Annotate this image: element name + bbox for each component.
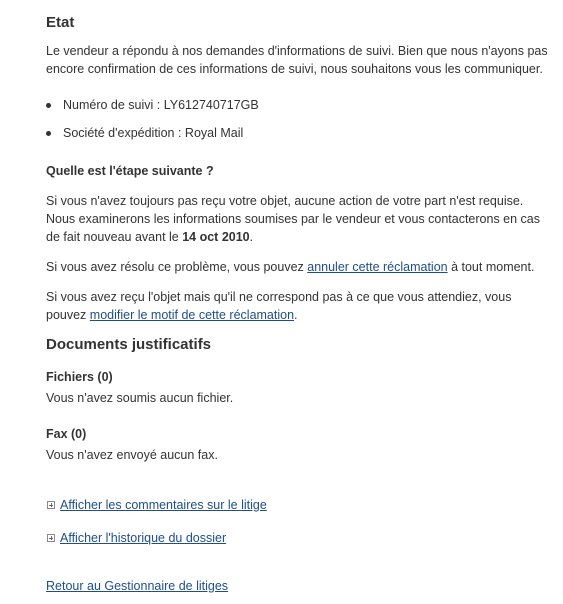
files-heading: Fichiers (0) bbox=[46, 370, 113, 384]
shipping-company-text: Société d'expédition : Royal Mail bbox=[63, 126, 244, 140]
shipping-company-item bbox=[46, 126, 243, 140]
documents-heading: Documents justificatifs bbox=[46, 336, 212, 353]
tracking-number-item bbox=[46, 98, 259, 112]
next-step-paragraph-1 bbox=[46, 192, 551, 246]
modify-reason-text-end: . bbox=[294, 308, 298, 322]
expand-plus-icon[interactable] bbox=[47, 501, 55, 509]
cancel-claim-text: Si vous avez résolu ce problème, vous pouvez bbox=[46, 260, 308, 274]
history-expander[interactable] bbox=[47, 531, 226, 545]
modify-reason-paragraph bbox=[46, 288, 551, 324]
back-to-dispute-manager-link[interactable]: Retour au Gestionnaire de litiges bbox=[46, 579, 229, 593]
bullet-icon bbox=[46, 131, 51, 136]
period: . bbox=[249, 230, 254, 244]
next-step-text: Si vous n'avez toujours pas reçu votre objet, aucune action de votre part n'est requise. Nous examinerons les informations soumises par le vendeur et vous contacterons en cas de fait nouveau avant le bbox=[46, 194, 541, 244]
cancel-claim-link[interactable]: annuler cette réclamation bbox=[307, 260, 448, 274]
etat-heading: Etat bbox=[46, 14, 75, 31]
bullet-icon bbox=[46, 103, 51, 108]
fax-heading: Fax (0) bbox=[46, 427, 87, 441]
next-step-heading: Quelle est l'étape suivante ? bbox=[46, 164, 214, 178]
expand-plus-icon[interactable] bbox=[47, 534, 55, 542]
files-text: Vous n'avez soumis aucun fichier. bbox=[46, 391, 234, 405]
fax-text: Vous n'avez envoyé aucun fax. bbox=[46, 448, 218, 462]
modify-reason-link[interactable]: modifier le motif de cette réclamation bbox=[89, 308, 295, 322]
cancel-claim-text-end: à tout moment. bbox=[447, 260, 535, 274]
deadline-date: 14 oct 2010 bbox=[182, 230, 250, 244]
comments-expander[interactable] bbox=[47, 498, 267, 512]
modify-reason-text: Si vous avez reçu l'objet mais qu'il ne correspond pas à ce que vous attendiez, vous pouvez bbox=[46, 290, 512, 322]
tracking-number-text: Numéro de suivi : LY612740717GB bbox=[63, 98, 259, 112]
show-history-link[interactable]: Afficher l'historique du dossier bbox=[60, 531, 227, 545]
etat-intro-text: Le vendeur a répondu à nos demandes d'informations de suivi. Bien que nous n'ayons pas encore confirmation de ces informations de suivi, nous souhaitons vous les communiquer. bbox=[46, 44, 548, 76]
show-comments-link[interactable]: Afficher les commentaires sur le litige bbox=[60, 498, 267, 512]
cancel-claim-paragraph bbox=[46, 258, 551, 276]
